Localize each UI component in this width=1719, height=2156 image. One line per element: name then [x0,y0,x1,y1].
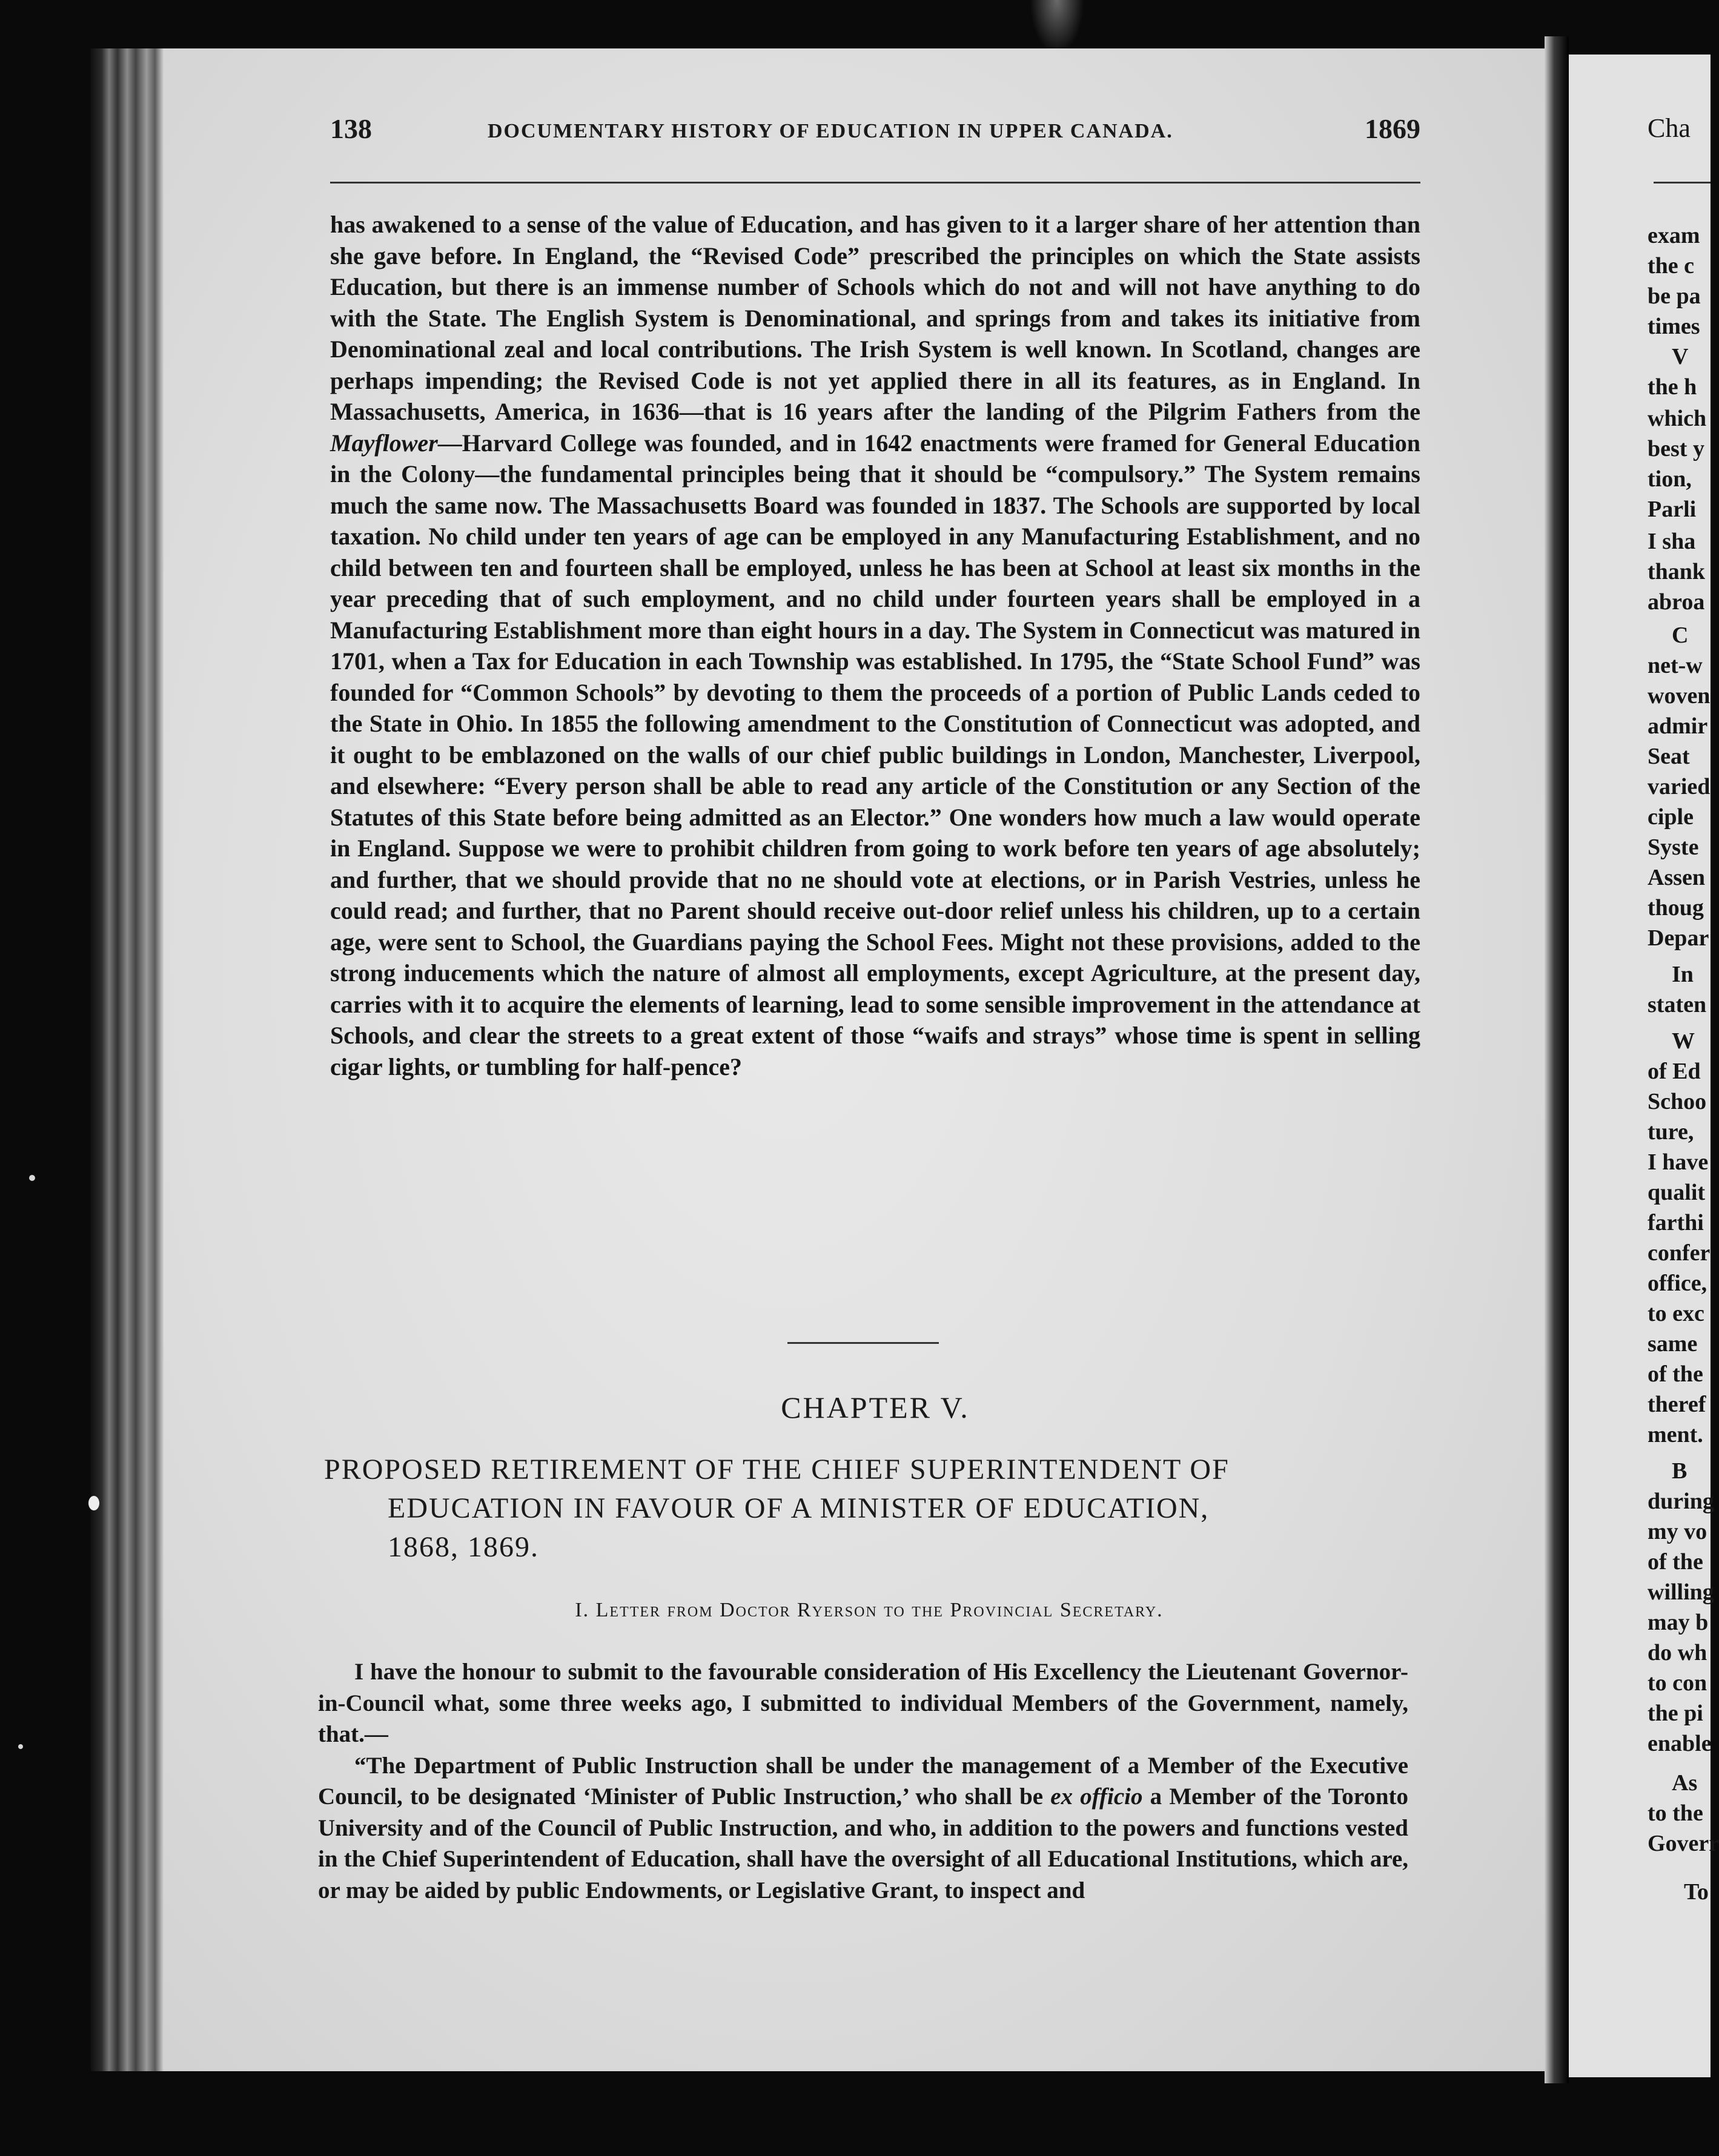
letter-paragraph-2: “The Department of Public Instruction shall be under the management of a Member of the Executive Council, to be designated ‘Minister of Public Instruction,’ who shall be ex officio a Member of the Toronto University and of the Council of Public Instruction, and who, in addition to the powers and functions vested in the Chief Superintendent of Education, shall have the oversight of all Educational Institutions, which are, or may be aided by public Endowments, or Legislative Grant, to inspect and [318,1752,1409,1903]
italic-term: Mayflower [330,429,438,457]
page-number: 138 [330,113,372,144]
facing-page-line: Schoo [1648,1089,1707,1114]
section-heading: I. Letter from Doctor Ryerson to the Provincial Secretary. [575,1599,1164,1621]
running-year: 1869 [1365,113,1420,144]
facing-page-line: my vo [1648,1519,1707,1544]
chapter-number: CHAPTER V. [781,1390,970,1424]
facing-page-line: theref [1648,1392,1706,1417]
facing-page-line: best y [1648,436,1704,461]
dust-speck [29,1175,35,1181]
facing-page-line: I sha [1648,529,1696,554]
chapter-title-line-1: PROPOSED RETIREMENT OF THE CHIEF SUPERINTENDENT OF [324,1453,1230,1486]
facing-page-line: I have [1648,1149,1709,1175]
facing-page-line: Parli [1648,497,1697,522]
letter-paragraph-1: I have the honour to submit to the favourable consideration of His Excellency the Lieutenant Governor-in-Council what, some three weeks ago, I submitted to individual Members of the Government, namely, that.— [318,1659,1408,1747]
facing-page-line: woven [1648,683,1711,709]
facing-page-line: office, [1648,1271,1707,1296]
facing-page-line: thoug [1648,895,1704,921]
page-edge-stack [91,48,164,2071]
facing-page-line: the h [1648,374,1697,400]
facing-page-line: to exc [1648,1301,1704,1326]
facing-page-line: the pi [1648,1701,1703,1726]
facing-page-line: staten [1648,992,1707,1017]
facing-page-line: admir [1648,713,1708,739]
header-rule [330,182,1420,184]
facing-page-line: ciple [1648,804,1694,830]
facing-page-line: farthi [1648,1210,1704,1235]
facing-header: Cha [1648,113,1691,143]
facing-page-line: exam [1648,223,1700,248]
facing-page-line: willing [1648,1579,1714,1605]
facing-page-line: same [1648,1331,1698,1357]
facing-page-line: tion, [1648,466,1692,492]
facing-page-line: Goverr [1648,1831,1719,1856]
book-gutter [1545,36,1569,2083]
facing-page-line: of the [1648,1549,1703,1575]
section-divider [787,1342,939,1344]
facing-page-line: net-w [1648,653,1703,678]
facing-page-line: ture, [1648,1119,1694,1145]
italic-term: ex officio [1050,1784,1143,1810]
facing-page-line: varied [1648,774,1711,799]
facing-page-line: abroa [1648,589,1705,615]
running-title: DOCUMENTARY HISTORY OF EDUCATION IN UPPER CANADA. [488,120,1173,142]
facing-page-line: qualit [1648,1180,1706,1205]
facing-page-line: B [1672,1458,1688,1484]
chapter-title-line-2: EDUCATION IN FAVOUR OF A MINISTER OF EDUCATION, [388,1492,1210,1524]
running-head [330,109,1420,157]
facing-page-line: Syste [1648,835,1699,860]
dust-speck [18,1744,23,1749]
facing-page-line: of Ed [1648,1059,1701,1084]
facing-page-line: enable [1648,1731,1712,1756]
facing-page-line: As [1672,1770,1698,1796]
facing-page-line: C [1672,623,1689,648]
facing-page-line: In [1672,962,1694,987]
facing-page-line: Depar [1648,925,1709,951]
facing-header-rule [1654,182,1711,184]
facing-page-line: the c [1648,253,1695,279]
facing-page-line: confer [1648,1240,1711,1266]
facing-page-line: to con [1648,1670,1707,1696]
facing-page-line: which [1648,406,1707,431]
chapter-title-line-3: 1868, 1869. [388,1531,539,1563]
facing-page-line: V [1672,344,1689,369]
facing-page-line: do wh [1648,1640,1707,1665]
letter-text [318,1656,1408,1906]
facing-page-line: To [1684,1879,1709,1905]
facing-page-line: Assen [1648,865,1706,890]
facing-page-line: times [1648,314,1700,339]
body-paragraph: has awakened to a sense of the value of Education, and has given to it a larger share of her attention than she gave before. In England, the “Revised Code” prescribed the principles on which the State assists Education, but there is an immense number of Schools which do not and will not have anything to do with the State. The English System is Denominational, and springs from and takes its initiative from Denominational zeal and local contributions. The Irish System is well known. In Scotland, changes are perhaps impending; the Revised Code is not yet applied there in all its features, as in England. In Massachusetts, America, in 1636—that is 16 years after the landing of the Pilgrim Fathers from the Mayflower—Harvard College was founded, and in 1642 enactments were framed for General Education in the Colony—the fundamental principles being that it should be “compulsory.” The System remains much the same now. The Massachusetts Board was founded in 1837. The Schools are supported by local taxation. No child under ten years of age can be employed in any Manufacturing Establishment, and no child between ten and fourteen shall be employed, unless he has been at School at least six months in the year preceding that of such employment, and no child under fourteen years shall be employed in a Manufacturing Establishment more than eight hours in a day. The System in Connecticut was matured in 1701, when a Tax for Education in each Township was established. In 1795, the “State School Fund” was founded for “Common Schools” by devoting to them the proceeds of a portion of Public Lands ceded to the State in Ohio. In 1855 the following amendment to the Constitution of Connecticut was adopted, and it ought to be emblazoned on the walls of our chief public buildings in London, Manchester, Liverpool, and elsewhere: “Every person shall be able to read any article of the Constitution or any Section of the Statutes of this State before being admitted as an Elector.” One wonders how much a law would operate in England. Suppose we were to prohibit children from going to work before ten years of age absolutely; and further, that we should provide that no ne should vote at elections, or in Parish Vestries, unless he could read; and further, that no Parent should receive out-door relief unless his children, up to a certain age, were sent to School, the Guardians paying the School Fees. Might not these provisions, added to the strong inducements which the nature of almost all employments, except Agriculture, at the present day, carries with it to acquire the elements of learning, lead to some sensible improvement in the attendance at Schools, and clear the streets to a great extent of those “waifs and strays” whose time is spent in selling cigar lights, or tumbling for half-pence? [330,211,1420,1080]
facing-page-line: be pa [1648,283,1701,309]
facing-page-line: Seat [1648,744,1690,769]
facing-page-line: may b [1648,1610,1709,1635]
facing-page-line: ment. [1648,1422,1703,1447]
facing-page-line: W [1672,1028,1695,1054]
chapter-title [324,1450,1414,1567]
facing-page-line: thank [1648,559,1706,584]
scan-glare [1030,0,1084,55]
facing-page-line: during [1648,1489,1714,1514]
facing-page-line: of the [1648,1361,1703,1387]
body-text [330,209,1420,1082]
dust-speck [88,1496,99,1510]
facing-page-line: to the [1648,1801,1703,1826]
